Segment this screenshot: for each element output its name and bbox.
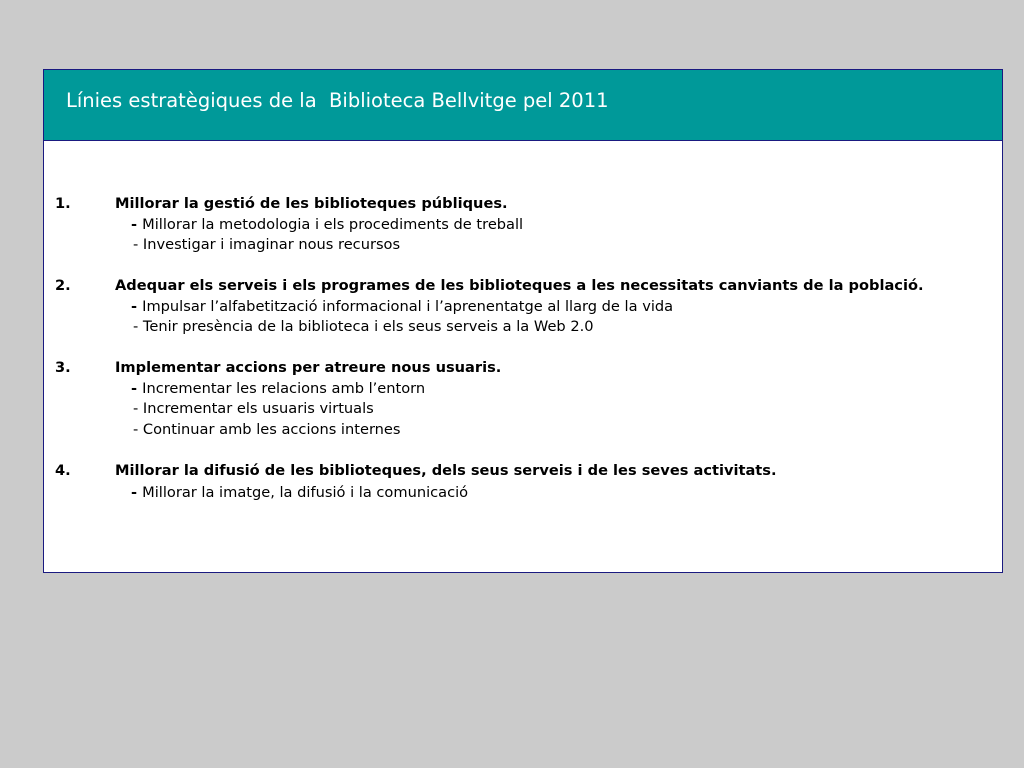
sub-item [115, 420, 975, 441]
list-item [55, 461, 975, 504]
slide-frame [43, 69, 1003, 573]
sub-item-text: Investigar i imaginar nous recursos [142, 236, 401, 253]
item-heading: Millorar la difusió de les biblioteques, dels seus serveis i de les seves activitats. [115, 461, 777, 479]
item-heading: Millorar la gestió de les biblioteques públiques. [115, 195, 508, 212]
item-number: 1. [55, 195, 71, 212]
sub-item-text: Incrementar les relacions amb l’entorn [142, 379, 426, 397]
item-number: 3. [55, 359, 71, 376]
item-number: 4. [55, 461, 71, 479]
sub-item-dash: - [133, 236, 143, 253]
sub-item-text: Incrementar els usuaris virtuals [142, 400, 374, 417]
sub-item [115, 215, 975, 236]
title-bar [44, 70, 1002, 141]
sub-item-text: Millorar la imatge, la difusió i la comunicació [142, 484, 469, 501]
sub-item [115, 235, 975, 256]
item-heading: Implementar accions per atreure nous usuaris. [115, 359, 502, 376]
sub-item [115, 399, 975, 420]
strategic-lines-list [55, 194, 975, 504]
sub-item-text: Impulsar l’alfabetització informacional i l’aprenentatge al llarg de la vida [142, 297, 674, 315]
list-item [55, 358, 975, 440]
sub-item-dash: - [131, 484, 143, 501]
sub-item-dash: - [133, 318, 143, 335]
sub-item-dash: - [131, 215, 143, 233]
sub-item [115, 297, 975, 318]
item-number: 2. [55, 277, 71, 294]
sub-item-dash: - [133, 400, 143, 417]
sub-item [115, 483, 975, 504]
sub-item-dash: - [131, 297, 143, 315]
sub-item-dash: - [131, 379, 143, 397]
sub-item-text: Tenir presència de la biblioteca i els seus serveis a la Web 2.0 [142, 318, 594, 335]
sub-item-dash: - [133, 420, 143, 438]
list-item [55, 276, 975, 338]
slide-title: Línies estratègiques de la Biblioteca Bellvitge pel 2011 [66, 89, 609, 112]
sub-item-text: Continuar amb les accions internes [142, 420, 401, 438]
sub-item [115, 317, 975, 338]
item-heading: Adequar els serveis i els programes de les biblioteques a les necessitats canviants de la població. [115, 277, 924, 294]
list-item [55, 194, 975, 256]
sub-item-text: Millorar la metodologia i els procediments de treball [142, 215, 524, 233]
sub-item [115, 379, 975, 400]
